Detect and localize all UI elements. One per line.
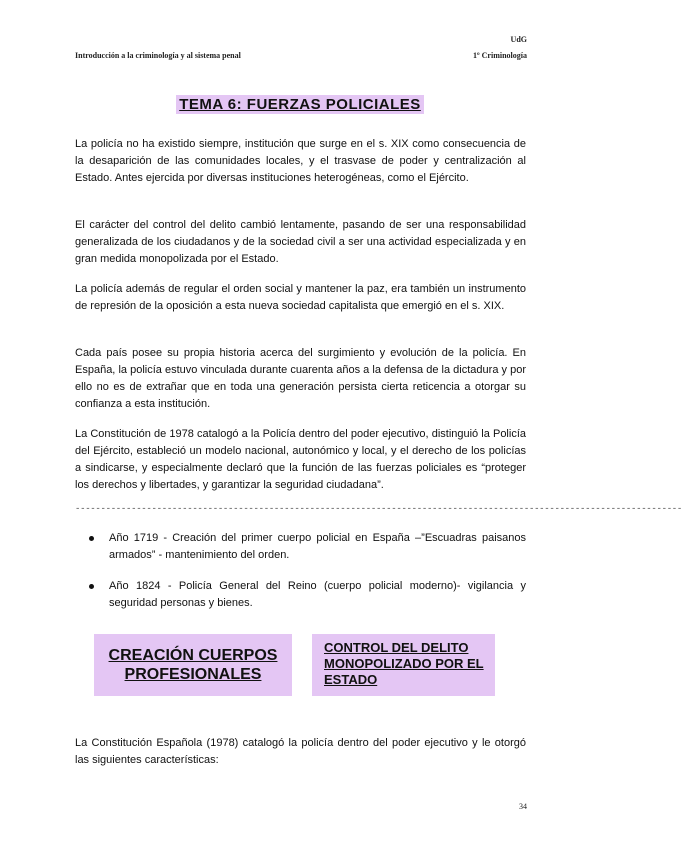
paragraph-characteristics: La Constitución Española (1978) catalogó la policía dentro del poder ejecutivo y le otorgó las siguientes características: [75,737,526,766]
header-subject: Introducción a la criminología y al sistema penal [75,51,241,60]
box-creacion-cuerpos [94,634,292,696]
bullet-icon [89,536,94,541]
paragraph-origin: La policía no ha existido siempre, institución que surge en el s. XIX como consecuencia de la desaparición de las comunidades locales, y el trasvase de poder y centralización al Estado. Antes ejercida por diversas instituciones heterogéneas, como el Ejército. [75,138,526,184]
header-course: 1º Criminología [473,51,527,60]
list-item [75,578,526,612]
bullet-icon [89,584,94,589]
title-container [0,95,600,114]
dashed-divider: ----------------------------------------------------------------------------------------------------------------------- [75,504,682,514]
list-item [75,530,526,564]
list-item-text: Año 1719 - Creación del primer cuerpo policial en España –”Escuadras paisanos armados” - mantenimiento del orden. [109,532,526,561]
page-number: 34 [519,802,527,811]
paragraph-constitution: La Constitución de 1978 catalogó a la Policía dentro del poder ejecutivo, distinguió la Policía del Ejército, estableció un modelo nacional, autonómico y local, y el derecho de los policías a sindicarse, y especialmente declaró que la función de las fuerzas policiales es “proteger los derechos y libertades, y garantizar la seguridad ciudadana”. [75,428,526,491]
paragraph-crime-control: El carácter del control del delito cambió lentamente, pasando de ser una responsabilidad generalizada de los ciudadanos y de la sociedad civil a ser una actividad especializada y en gran medida monopolizada por el Estado. [75,219,526,265]
paragraph-spain-history: Cada país posee su propia historia acerca del surgimiento y evolución de la policía. En España, la policía estuvo vinculada durante cuarenta años a la defensa de la dictadura y por ello no es de extrañar que en toda una generación persista cierta reticencia a otorgar su confianza a esta institución. [75,347,526,410]
box-control-delito-text: CONTROL DEL DELITO MONOPOLIZADO POR EL ESTADO [324,640,484,687]
paragraph-repression: La policía además de regular el orden social y mantener la paz, era también un instrumento de represión de la oposición a esta nueva sociedad capitalista que emergió en el s. XIX. [75,283,526,312]
list-item-text: Año 1824 - Policía General del Reino (cuerpo policial moderno)- vigilancia y seguridad personas y bienes. [109,580,526,609]
page-title: TEMA 6: FUERZAS POLICIALES [176,95,424,114]
header-university: UdG [510,35,527,44]
timeline-list [75,530,526,626]
box-control-delito [312,634,495,696]
box-creacion-cuerpos-text: CREACIÓN CUERPOS PROFESIONALES [108,647,278,683]
